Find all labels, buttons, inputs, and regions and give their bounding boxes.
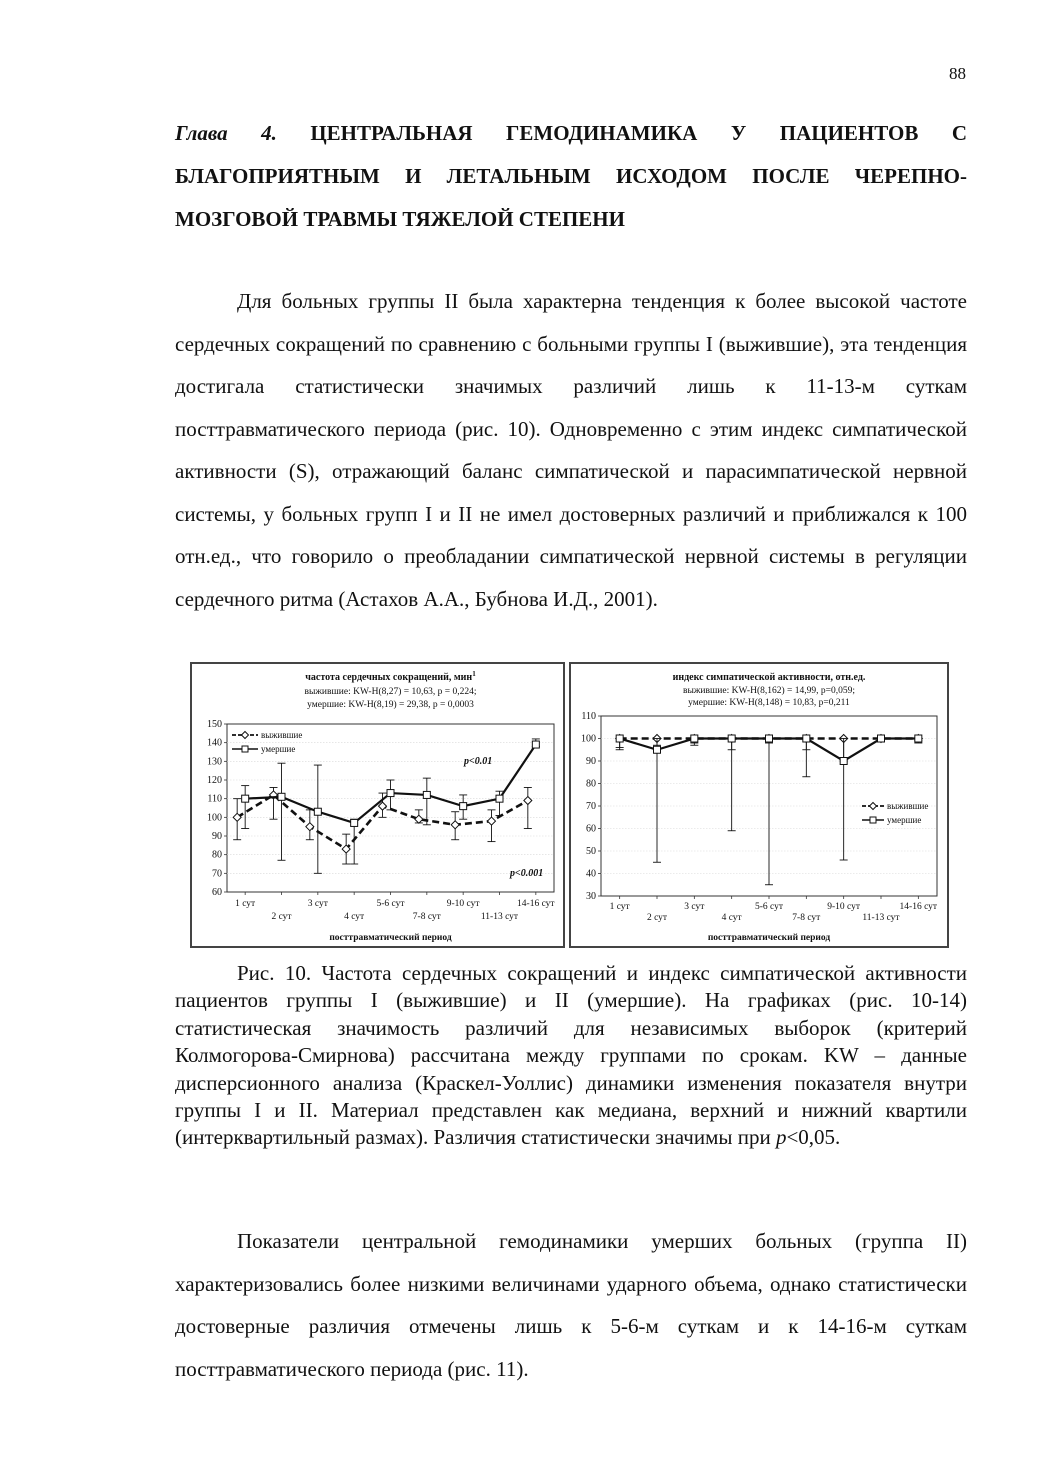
chart-stats-line: умершие: KW-H(8,148) = 10,83, p=0,211 (688, 698, 850, 708)
x-tick-label: 11-13 сут (862, 913, 900, 923)
x-tick-label: 4 сут (721, 913, 742, 923)
paragraph-1: Для больных группы II была характерна тенденция к более высокой частоте сердечных сокращений по сравнению с больными группы I (выжившие), эта тенденция достигала статистически значимых различий лишь к 11-13-м суткам посттравматического периода (рис. 10). Одновременно с этим индекс симпатической активности (S), отражающий баланс симпатической и парасимпатической нервной системы, у больных групп I и II не имел достоверных различий и приближался к 100 отн.ед., что говорило о преобладании симпатической нервной системы в регуляции сердечного ритма (Астахов А.А., Бубнова И.Д., 2001). (175, 289, 967, 611)
chart-stats-line: выжившие: KW-H(8,27) = 10,63, p = 0,224; (304, 687, 477, 697)
chapter-title: ЦЕНТРАЛЬНАЯ ГЕМОДИНАМИКА У ПАЦИЕНТОВ С БЛАГОПРИЯТНЫМ И ЛЕТАЛЬНЫМ ИСХОДОМ ПОСЛЕ ЧЕРЕПНО-МОЗГОВОЙ ТРАВМЫ ТЯЖЕЛОЙ СТЕПЕНИ (175, 121, 967, 231)
x-tick-label: 9-10 сут (446, 899, 480, 909)
data-point-deceased (654, 746, 661, 753)
page-number: 88 (949, 64, 966, 83)
y-tick-label: 70 (586, 801, 596, 812)
x-tick-label: 14-16 сут (517, 899, 555, 909)
figure-10 (190, 662, 949, 948)
caption-threshold: <0,05. (786, 1125, 841, 1150)
x-tick-label: 11-13 сут (480, 912, 519, 922)
y-tick-label: 120 (207, 775, 222, 786)
legend-label: умершие (887, 815, 922, 825)
data-point-deceased (878, 735, 885, 742)
data-point-deceased (278, 793, 285, 800)
x-tick-label: 5-6 сут (376, 899, 405, 909)
x-tick-label: 9-10 сут (827, 902, 861, 912)
y-tick-label: 30 (586, 891, 596, 902)
data-point-deceased (840, 758, 847, 765)
y-tick-label: 90 (586, 756, 596, 767)
data-point-deceased (803, 735, 810, 742)
significance-annotation: p<0.01 (464, 756, 493, 767)
x-tick-label: 7-8 сут (412, 912, 441, 922)
x-tick-label: 2 сут (271, 912, 292, 922)
x-tick-label: 1 сут (235, 899, 256, 909)
data-point-deceased (460, 803, 467, 810)
y-tick-label: 100 (207, 812, 222, 824)
x-tick-label: 4 сут (344, 912, 365, 922)
data-point-deceased (314, 808, 321, 815)
figure-caption (175, 960, 967, 1152)
y-tick-label: 40 (586, 868, 596, 880)
data-point-deceased (242, 795, 249, 802)
legend-marker (242, 746, 248, 752)
legend-marker (870, 803, 877, 810)
x-tick-label: 1 сут (609, 902, 630, 912)
data-point-deceased (532, 741, 539, 748)
y-tick-label: 50 (586, 846, 596, 857)
title-superscript: 1 (472, 670, 476, 678)
data-point-deceased (616, 735, 623, 742)
data-point-deceased (915, 735, 922, 742)
x-tick-label: 2 сут (646, 913, 668, 923)
significance-annotation: p<0.001 (510, 868, 544, 879)
x-tick-label: 14-16 сут (899, 902, 938, 912)
legend-label: умершие (261, 744, 296, 754)
y-tick-label: 150 (207, 719, 222, 730)
y-tick-label: 80 (586, 778, 596, 790)
y-tick-label: 80 (212, 849, 222, 861)
data-point-deceased (423, 791, 430, 798)
caption-text: Рис. 10. Частота сердечных сокращений и индекс симпатической активности пациентов группы I (выжившие) и II (умершие). На графиках (рис. 10-14) статистическая значимость различий для независимых выборок (критерий Колмогорова-Смирнова) рассчитана между группами по срокам. KW – данные дисперсионного анализа (Краскел-Уоллис) динамики изменения показателя внутри группы I и II. Материал представлен как медиана, верхний и нижний квартили (интерквартильный размах). Различия статистически значимы при (175, 961, 967, 1150)
legend-label: выжившие (887, 801, 929, 811)
x-axis-label: посттравматический период (707, 933, 831, 943)
x-tick-label: 3 сут (684, 902, 705, 912)
y-tick-label: 110 (581, 711, 596, 722)
y-tick-label: 90 (212, 831, 222, 842)
chart-sympathetic-index-panel (569, 662, 949, 948)
chart-stats-line: выжившие: KW-H(8,162) = 14,99, p=0,059; (682, 686, 856, 696)
y-tick-label: 110 (207, 793, 222, 805)
y-tick-label: 60 (586, 823, 596, 835)
data-point-deceased (691, 735, 698, 742)
y-tick-label: 70 (212, 868, 222, 880)
y-tick-label: 130 (207, 756, 222, 768)
x-tick-label: 7-8 сут (792, 913, 821, 923)
data-point-deceased (766, 735, 773, 742)
y-tick-label: 60 (212, 887, 222, 898)
paragraph-2: Показатели центральной гемодинамики умерших больных (группа II) характеризовались более низкими величинами ударного объема, однако статистически достоверные различия отмечены лишь к 5-6-м суткам и к 14-16-м суткам посттравматического периода (рис. 11). (175, 1229, 967, 1381)
caption-p-symbol: p (775, 1125, 787, 1150)
x-tick-label: 5-6 сут (754, 902, 784, 912)
y-tick-label: 100 (581, 733, 596, 745)
chart-heart-rate-panel (190, 662, 565, 948)
data-point-survived (415, 815, 423, 823)
data-point-deceased (351, 819, 358, 826)
chapter-label: Глава 4. (175, 121, 277, 145)
data-point-survived (488, 817, 496, 825)
data-point-deceased (387, 790, 394, 797)
data-point-survived (451, 821, 459, 829)
y-tick-label: 140 (207, 737, 222, 749)
legend-marker (242, 732, 249, 739)
legend-label: выжившие (261, 730, 303, 740)
data-point-deceased (728, 735, 735, 742)
legend-marker (870, 817, 876, 823)
data-point-deceased (496, 795, 503, 802)
chart-heart-rate (192, 664, 563, 946)
chart-sympathetic-index (571, 664, 947, 946)
chart-title: частота сердечных сокращений, мин$^1$ (305, 670, 476, 683)
data-point-survived (524, 797, 532, 805)
chapter-heading (175, 112, 967, 241)
chart-stats-line: умершие: KW-H(8,19) = 29,38, p = 0,0003 (307, 700, 474, 710)
x-tick-label: 3 сут (307, 899, 328, 909)
chart-title: индекс симпатической активности, отн.ед. (672, 672, 866, 683)
x-axis-label: посттравматический период (329, 933, 452, 943)
